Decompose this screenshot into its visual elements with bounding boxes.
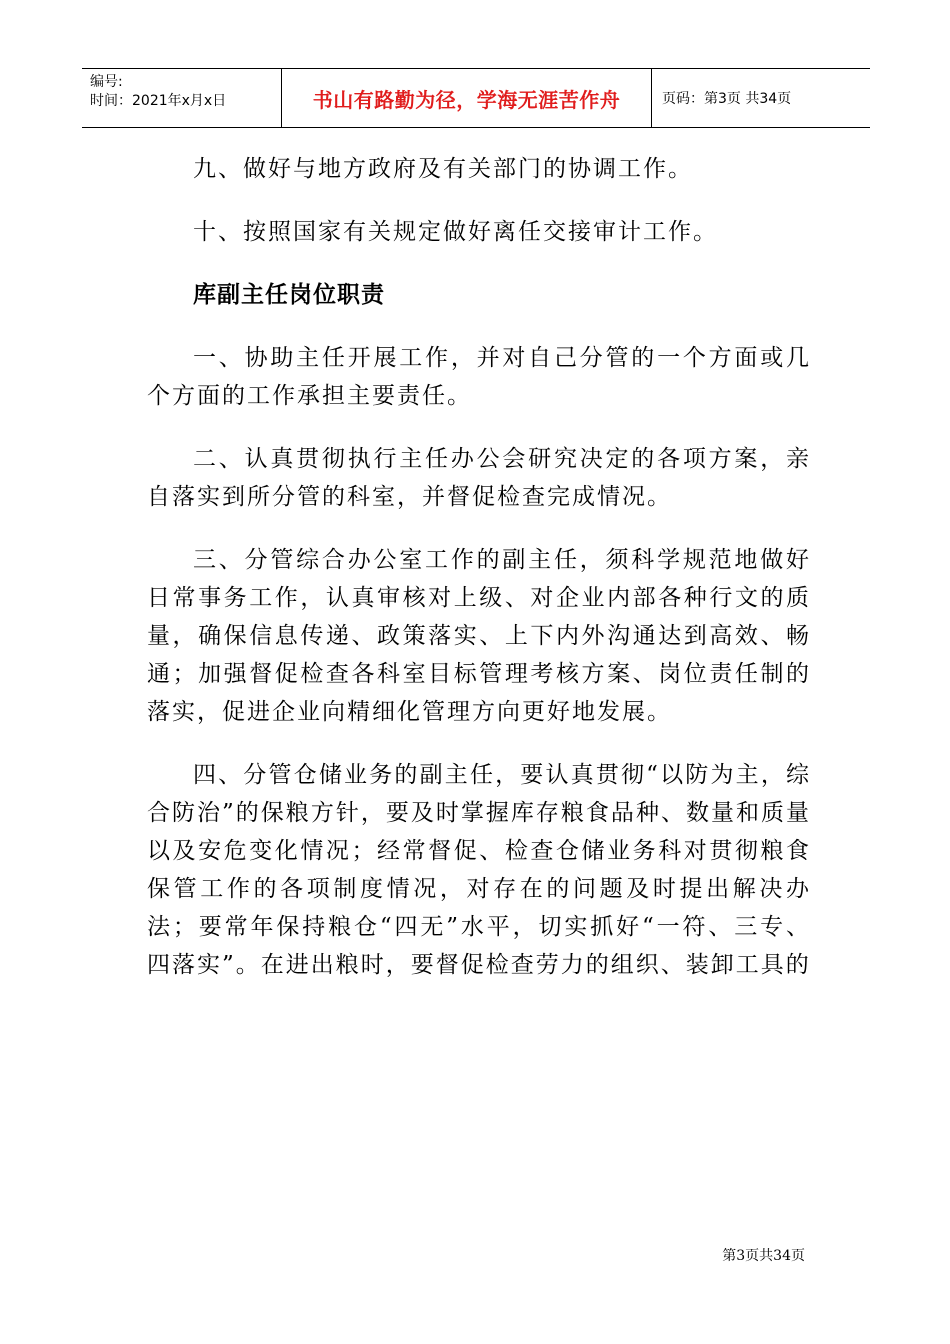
document-number-label: 编号: [90,74,123,90]
document-body [147,150,811,1009]
page-header [82,68,870,128]
document-date: 时间：2021年x月x日 [90,93,227,109]
paragraph-duty-1: 一、协助主任开展工作，并对自己分管的一个方面或几个方面的工作承担主要责任。 [147,345,811,409]
paragraph-item-9: 九、做好与地方政府及有关部门的协调工作。 [193,156,693,182]
section-heading: 库副主任岗位职责 [193,282,385,308]
paragraph-item-10: 十、按照国家有关规定做好离任交接审计工作。 [193,219,718,245]
paragraph-duty-4: 四、分管仓储业务的副主任，要认真贯彻“以防为主，综合防治”的保粮方针，要及时掌握库存粮食品种、数量和质量以及安危变化情况；经常督促、检查仓储业务科对贯彻粮食保管工作的各项制度情况，对存在的问题及时提出解决办法；要常年保持粮仓“四无”水平，切实抓好“一符、三专、四落实”。在进出粮时，要督促检查劳力的组织、装卸工具的 [147,762,811,978]
header-page-number: 页码：第3页 共34页 [662,91,792,107]
header-motto: 书山有路勤为径，学海无涯苦作舟 [282,69,652,127]
paragraph-duty-2: 二、认真贯彻执行主任办公会研究决定的各项方案，亲自落实到所分管的科室，并督促检查完成情况。 [147,446,811,510]
header-meta [82,69,282,127]
paragraph-duty-3: 三、分管综合办公室工作的副主任，须科学规范地做好日常事务工作，认真审核对上级、对企业内部各种行文的质量，确保信息传递、政策落实、上下内外沟通达到高效、畅通；加强督促检查各科室目标管理考核方案、岗位责任制的落实，促进企业向精细化管理方向更好地发展。 [147,547,811,725]
page-footer: 第3页共34页 [722,1248,805,1264]
